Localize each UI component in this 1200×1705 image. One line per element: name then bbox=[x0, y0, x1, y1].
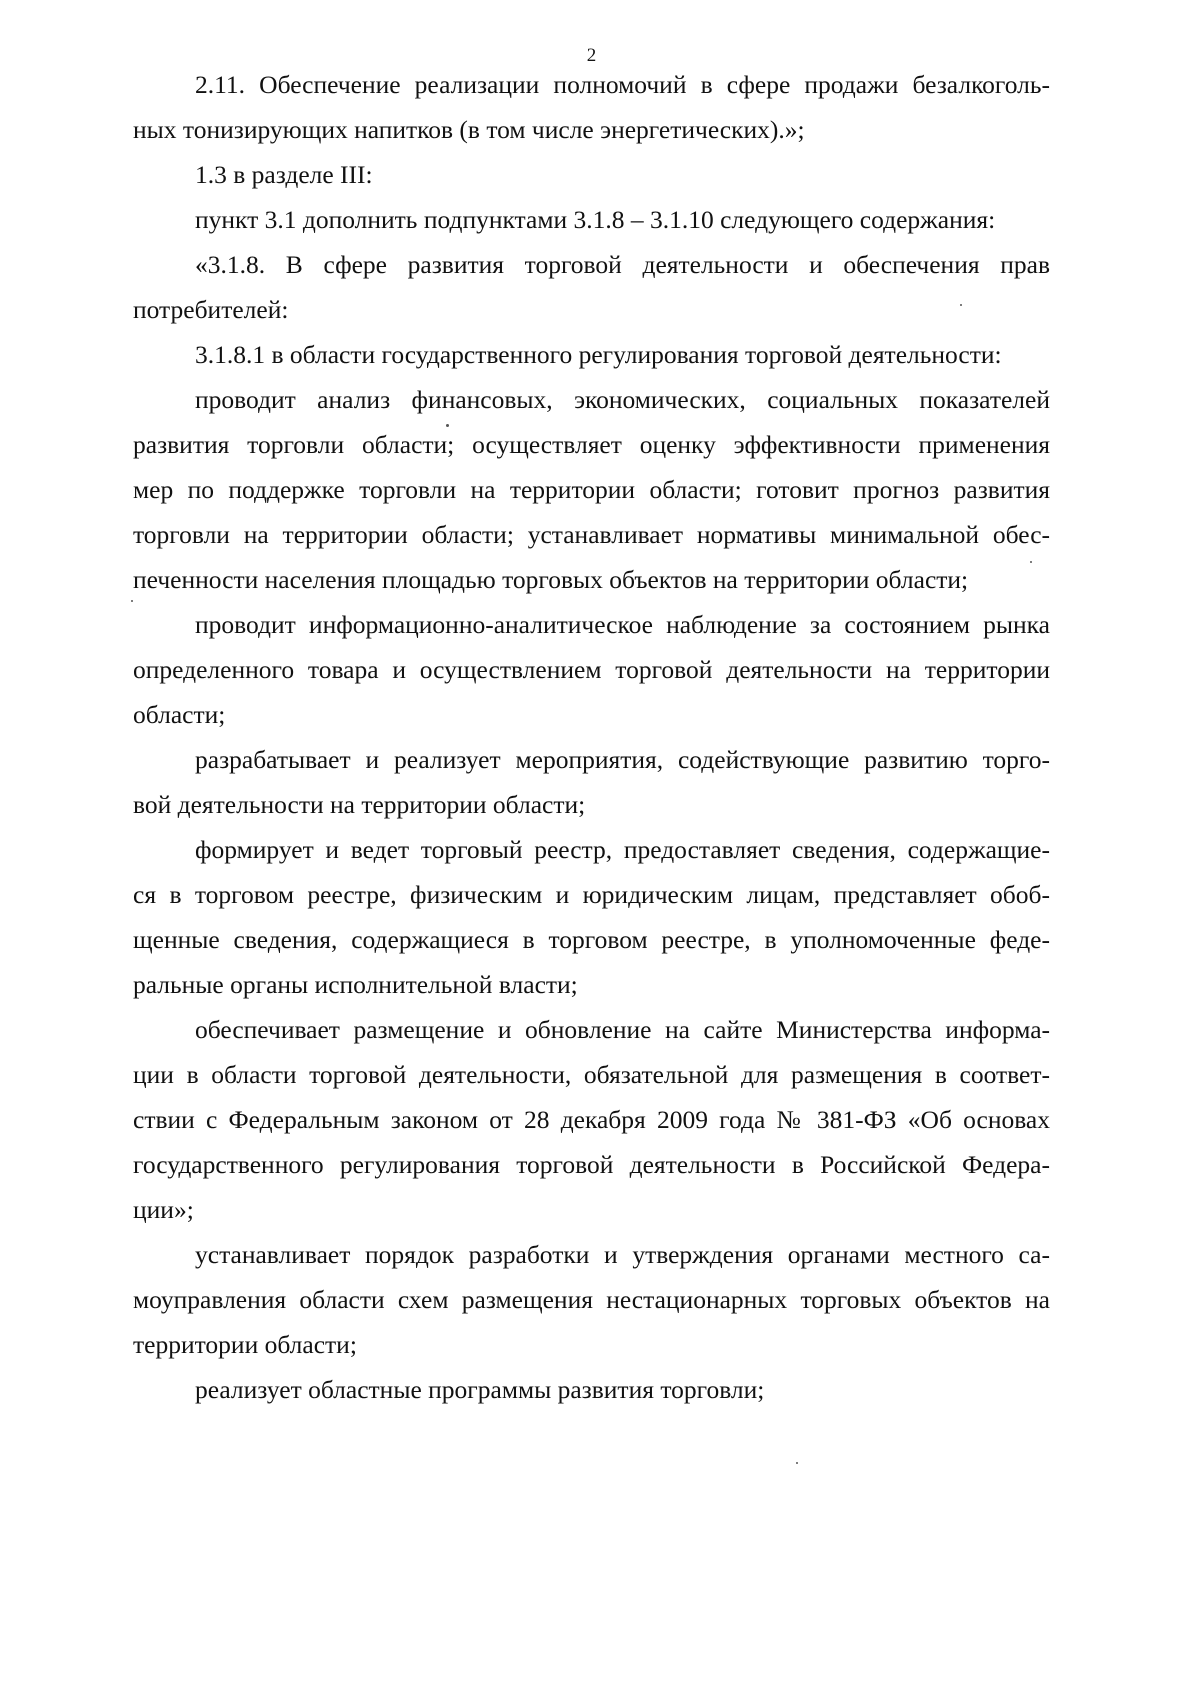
document-body bbox=[133, 62, 1050, 1412]
text-line: мер по поддержке торговли на территории области; готовит прогноз развития bbox=[133, 475, 1050, 504]
scan-speck bbox=[446, 424, 449, 427]
scan-speck bbox=[796, 1462, 798, 1464]
scan-speck bbox=[960, 304, 962, 306]
text-line: вой деятельности на территории области; bbox=[133, 790, 586, 819]
text-line: моуправления области схем размещения нестационарных торговых объектов на bbox=[133, 1285, 1050, 1314]
text-line: области; bbox=[133, 700, 226, 729]
text-line: 3.1.8.1 в области государственного регулирования торговой деятельности: bbox=[195, 340, 1002, 369]
paragraph-website bbox=[133, 1007, 1050, 1232]
text-line: ных тонизирующих напитков (в том числе энергетических).»; bbox=[133, 115, 805, 144]
paragraph-3-1-8 bbox=[133, 242, 1050, 332]
paragraph-placement-schemes bbox=[133, 1232, 1050, 1367]
text-line: 1.3 в разделе III: bbox=[195, 160, 373, 189]
text-line: печенности населения площадью торговых объектов на территории области; bbox=[133, 565, 969, 594]
paragraph-point-3-1 bbox=[133, 197, 1050, 242]
paragraph-measures bbox=[133, 737, 1050, 827]
paragraph-registry bbox=[133, 827, 1050, 1007]
text-line: ции»; bbox=[133, 1195, 194, 1224]
paragraph-analysis bbox=[133, 377, 1050, 602]
scan-speck bbox=[131, 600, 133, 602]
text-line: устанавливает порядок разработки и утверждения органами местного са- bbox=[195, 1240, 1050, 1269]
text-line: государственного регулирования торговой деятельности в Российской Федера- bbox=[133, 1150, 1050, 1179]
paragraph-monitoring bbox=[133, 602, 1050, 737]
text-line: проводит анализ финансовых, экономических, социальных показателей bbox=[195, 385, 1050, 414]
paragraph-3-1-8-1 bbox=[133, 332, 1050, 377]
text-line: территории области; bbox=[133, 1330, 357, 1359]
text-line: 2.11. Обеспечение реализации полномочий в сфере продажи безалкоголь- bbox=[195, 70, 1050, 99]
paragraph-1-3 bbox=[133, 152, 1050, 197]
scan-speck bbox=[1030, 561, 1032, 563]
text-line: торговли на территории области; устанавливает нормативы минимальной обес- bbox=[133, 520, 1050, 549]
text-line: реализует областные программы развития торговли; bbox=[195, 1375, 765, 1404]
page-number: 2 bbox=[586, 45, 597, 66]
text-line: развития торговли области; осуществляет оценку эффективности применения bbox=[133, 430, 1050, 459]
text-line: ции в области торговой деятельности, обязательной для размещения в соответ- bbox=[133, 1060, 1050, 1089]
text-line: формирует и ведет торговый реестр, предоставляет сведения, содержащие- bbox=[195, 835, 1050, 864]
text-line: определенного товара и осуществлением торговой деятельности на территории bbox=[133, 655, 1050, 684]
text-line: разрабатывает и реализует мероприятия, содействующие развитию торго- bbox=[195, 745, 1050, 774]
text-line: ральные органы исполнительной власти; bbox=[133, 970, 578, 999]
text-line: пункт 3.1 дополнить подпунктами 3.1.8 – 3.1.10 следующего содержания: bbox=[195, 205, 996, 234]
text-line: ся в торговом реестре, физическим и юридическим лицам, представляет обоб- bbox=[133, 880, 1050, 909]
text-line: «3.1.8. В сфере развития торговой деятельности и обеспечения прав bbox=[195, 250, 1050, 279]
text-line: ствии с Федеральным законом от 28 декабря 2009 года № 381-ФЗ «Об основах bbox=[133, 1105, 1050, 1134]
text-line: потребителей: bbox=[133, 295, 289, 324]
text-line: проводит информационно-аналитическое наблюдение за состоянием рынка bbox=[195, 610, 1050, 639]
text-line: обеспечивает размещение и обновление на сайте Министерства информа- bbox=[195, 1015, 1050, 1044]
paragraph-2-11 bbox=[133, 62, 1050, 152]
paragraph-programs bbox=[133, 1367, 1050, 1412]
text-line: щенные сведения, содержащиеся в торговом реестре, в уполномоченные феде- bbox=[133, 925, 1050, 954]
